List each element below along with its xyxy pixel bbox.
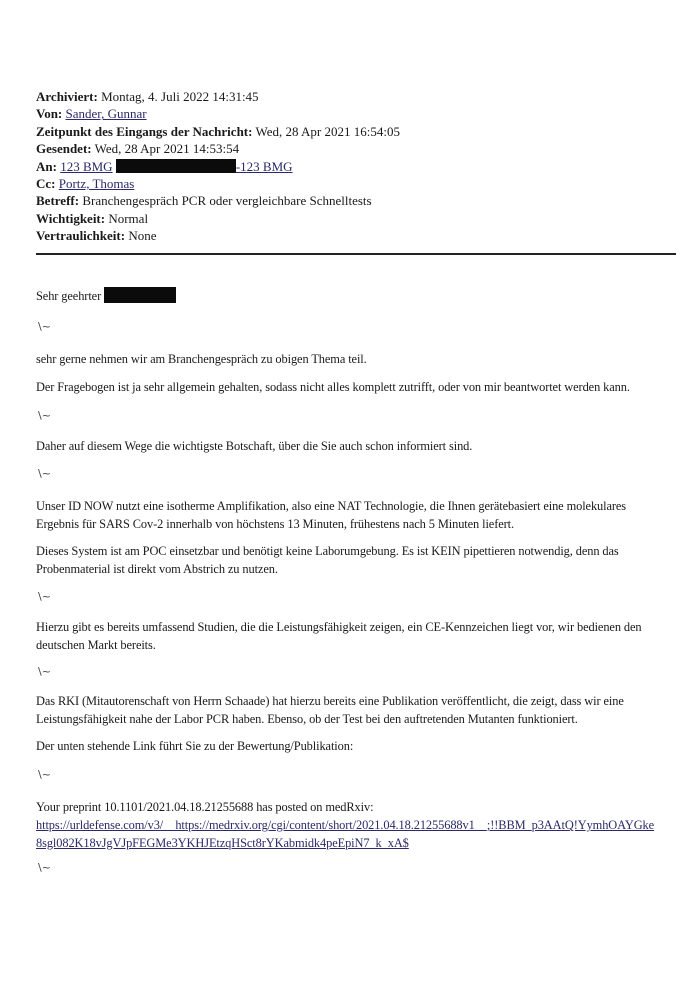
importance-value: Normal	[108, 210, 149, 226]
paragraph: sehr gerne nehmen wir am Branchengespräch zu obigen Thema teil.	[36, 352, 367, 366]
paragraph: Der unten stehende Link führt Sie zu der Bewertung/Publikation:	[36, 739, 354, 753]
to-label: An:	[36, 158, 57, 174]
cc-link[interactable]: Portz, Thomas	[58, 176, 135, 192]
confidentiality-label: Vertraulichkeit:	[36, 228, 126, 244]
importance-row	[36, 210, 676, 227]
importance-label: Wichtigkeit:	[36, 210, 106, 226]
paragraph	[36, 497, 686, 533]
separator-mark: \~	[38, 861, 51, 874]
paragraph-line: Dieses System ist am POC einsetzbar und benötigt keine Laborumgebung. Es ist KEIN pipettieren notwendig, denn das	[36, 544, 619, 558]
received-value: Wed, 28 Apr 2021 16:54:05	[255, 123, 400, 139]
from-label: Von:	[36, 106, 63, 122]
redaction-box	[116, 159, 236, 173]
salutation-text: Sehr geehrter	[36, 289, 102, 303]
paragraph	[36, 618, 686, 654]
salutation	[36, 287, 686, 305]
paragraph	[36, 542, 686, 578]
separator-mark: \~	[38, 768, 51, 781]
archived-row	[36, 88, 676, 105]
paragraph: Daher auf diesem Wege die wichtigste Botschaft, über die Sie auch schon informiert sind.	[36, 439, 473, 453]
cc-label: Cc:	[36, 176, 56, 192]
separator-mark: \~	[38, 665, 51, 678]
cc-row	[36, 175, 676, 192]
paragraph: Der Fragebogen ist ja sehr allgemein gehalten, sodass nicht alles komplett zutrifft, oder von mir beantwortet werden kann.	[36, 380, 630, 394]
redaction-box	[104, 287, 176, 303]
paragraph	[36, 798, 686, 852]
separator-mark: \~	[38, 590, 51, 603]
header-divider	[36, 253, 676, 255]
paragraph-line: Probenmaterial ist direkt vom Abstrich zu nutzen.	[36, 562, 278, 576]
to-row	[36, 158, 676, 175]
sent-label: Gesendet:	[36, 141, 92, 157]
from-link[interactable]: Sander, Gunnar	[65, 106, 147, 122]
confidentiality-row	[36, 227, 676, 244]
received-row	[36, 123, 676, 140]
archived-label: Archiviert:	[36, 89, 98, 104]
separator-mark: \~	[38, 320, 51, 333]
preprint-link[interactable]: https://urldefense.com/v3/__https://medrxiv.org/cgi/content/short/2021.04.18.21255688v1__;!!BBM_p3AAtQ!YymhOAYGke	[36, 818, 655, 832]
sent-value: Wed, 28 Apr 2021 14:53:54	[94, 141, 240, 157]
subject-label: Betreff:	[36, 193, 80, 209]
paragraph-line: Ergebnis für SARS Cov-2 innerhalb von höchstens 13 Minuten, frühestens nach 5 Minuten liefert.	[36, 517, 515, 531]
to-link-1[interactable]: 123 BMG	[60, 158, 113, 174]
paragraph-line: Das RKI (Mitautorenschaft von Herrn Schaade) hat hierzu bereits eine Publikation veröffentlicht, die zeigt, dass wir eine	[36, 694, 624, 708]
subject-value: Branchengespräch PCR oder vergleichbare Schnelltests	[82, 193, 372, 209]
email-header	[36, 88, 676, 245]
separator-mark: \~	[38, 467, 51, 480]
paragraph-line: Your preprint 10.1101/2021.04.18.21255688 has posted on medRxiv:	[36, 800, 374, 814]
paragraph-line: Hierzu gibt es bereits umfassend Studien, die die Leistungsfähigkeit zeigen, ein CE-Kennzeichen liegt vor, wir bedienen den	[36, 620, 642, 634]
paragraph	[36, 692, 686, 728]
received-label: Zeitpunkt des Eingangs der Nachricht:	[36, 123, 253, 139]
archived-value: Montag, 4. Juli 2022 14:31:45	[101, 89, 259, 104]
subject-row	[36, 192, 676, 209]
from-row	[36, 105, 676, 122]
paragraph-line: Unser ID NOW nutzt eine isotherme Amplifikation, also eine NAT Technologie, die Ihnen gerätebasiert eine molekulares	[36, 499, 627, 513]
sent-row	[36, 140, 676, 157]
separator-mark: \~	[38, 409, 51, 422]
confidentiality-value: None	[128, 228, 157, 244]
preprint-link-continued[interactable]: 8sgl082K18vJgVJpFEGMe3YKHJEtzqHSct8rYKabmidk4peEpiN7_k_xA$	[36, 836, 409, 850]
paragraph-line: Leistungsfähigkeit nahe der Labor PCR haben. Ebenso, ob der Test bei den auftretenden Mutanten funktioniert.	[36, 712, 578, 726]
to-link-2[interactable]: -123 BMG	[235, 158, 293, 174]
paragraph-line: deutschen Markt bereits.	[36, 638, 156, 652]
